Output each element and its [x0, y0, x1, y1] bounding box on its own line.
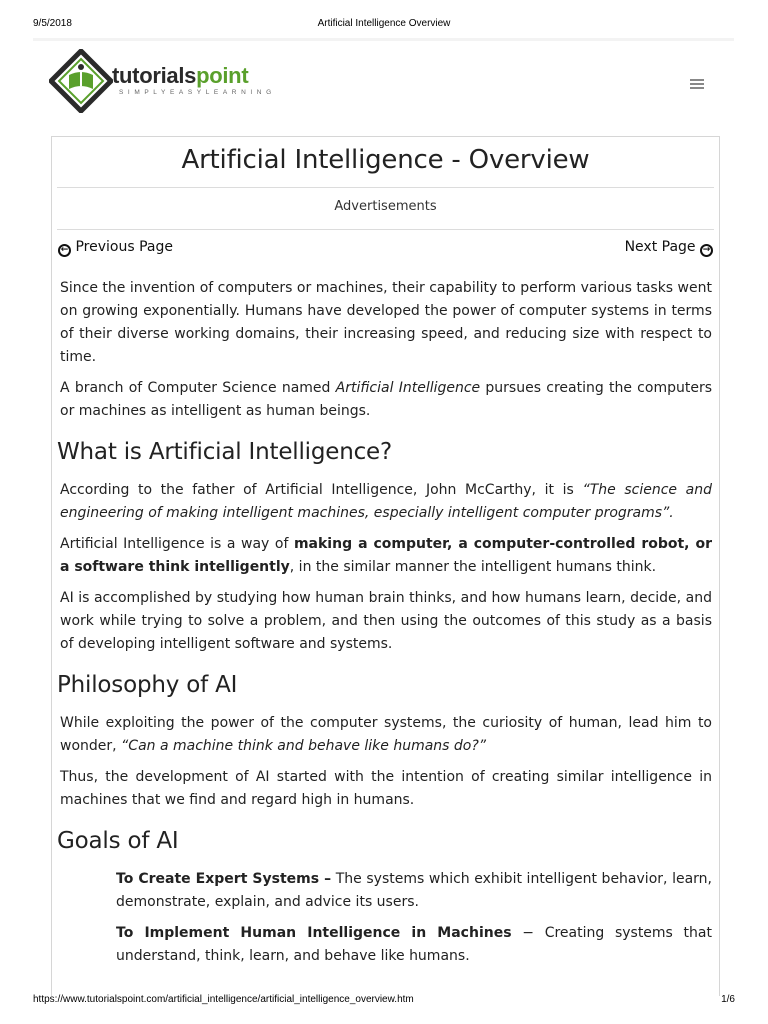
- goal-text: The systems which exhibit intelligent behavior, learn, demonstrate, explain, and advice its users.: [116, 871, 712, 910]
- hamburger-icon[interactable]: [690, 79, 704, 91]
- logo-word-2: point: [196, 63, 249, 88]
- intro-p2-emphasis: Artificial Intelligence: [335, 380, 481, 396]
- print-footer: [0, 994, 768, 1008]
- print-header: [0, 18, 768, 32]
- article-container: [51, 136, 720, 996]
- intro-paragraph-1: Since the invention of computers or machines, their capability to perform various tasks went on growing exponentially. Humans have developed the power of computer systems in terms of their diverse working domains, their increasing speed, and reducing size with respect to time.: [60, 280, 712, 365]
- previous-page-link[interactable]: [58, 239, 173, 257]
- intro-p2-text-a: A branch of Computer Science named: [60, 380, 336, 396]
- goal-title: To Create Expert Systems –: [116, 871, 332, 887]
- heading-philosophy: Philosophy of AI: [57, 672, 238, 698]
- print-title: Artificial Intelligence Overview: [317, 18, 451, 29]
- philosophy-paragraph-1: [60, 712, 712, 758]
- print-page-number: 1/6: [721, 994, 735, 1005]
- phil-p1-quote: “Can a machine think and behave like humans do?”: [121, 738, 487, 754]
- print-url: https://www.tutorialspoint.com/artificial_intelligence/artificial_intelligence_overview.htm: [33, 994, 414, 1005]
- what-p2-text-c: , in the similar manner the intelligent humans think.: [289, 559, 657, 575]
- what-paragraph-2: [60, 533, 712, 579]
- what-p1-text: According to the father of Artificial Intelligence, John McCarthy, it is: [60, 482, 583, 498]
- next-page-link[interactable]: [625, 239, 713, 257]
- page-navigation: [58, 239, 713, 259]
- heading-what-is-ai: What is Artificial Intelligence?: [57, 439, 392, 465]
- site-header: [33, 38, 734, 114]
- print-date: 9/5/2018: [33, 18, 72, 29]
- phil-p1-text: While exploiting the power of the computer systems, the curiosity of human, lead him to wonder,: [60, 715, 712, 754]
- circle-arrow-left-icon: ←: [58, 244, 71, 257]
- philosophy-paragraph-2: Thus, the development of AI started with the intention of creating similar intelligence in machines that we find and regard high in humans.: [60, 769, 712, 808]
- circle-arrow-right-icon: →: [700, 244, 713, 257]
- what-paragraph-3: AI is accomplished by studying how human brain thinks, and how humans learn, decide, and work while trying to solve a problem, and then using the outcomes of this study as a basis of developing intelligent software and systems.: [60, 590, 712, 652]
- what-paragraph-1: [60, 479, 712, 525]
- advertisements-label: Advertisements: [334, 199, 437, 214]
- logo-wordmark: [112, 63, 248, 89]
- goal-text: − Creating systems that understand, think, learn, and behave like humans.: [116, 925, 712, 964]
- logo-tagline: SIMPLYEASYLEARNING: [119, 89, 276, 96]
- intro-p2-text-b: pursues creating the computers or machines as intelligent as human beings.: [60, 380, 712, 419]
- tutorialspoint-logo-icon: [49, 49, 113, 113]
- article-body: [57, 277, 712, 976]
- goal-title: To Implement Human Intelligence in Machines: [116, 925, 512, 941]
- next-page-label: Next Page: [624, 239, 696, 255]
- heading-goals: Goals of AI: [57, 828, 179, 854]
- page-title: Artificial Intelligence - Overview: [181, 145, 590, 175]
- intro-paragraph-2: [60, 377, 712, 423]
- logo-word-1: tutorials: [112, 63, 197, 88]
- what-p2-text-a: Artificial Intelligence is a way of: [60, 536, 294, 552]
- divider: [57, 187, 714, 188]
- divider: [57, 229, 714, 230]
- what-p2-bold: making a computer, a computer-controlled robot, or a software think intelligently: [60, 536, 712, 575]
- previous-page-label: Previous Page: [75, 239, 173, 255]
- what-p1-quote: “The science and engineering of making intelligent machines, especially intelligent computer programs”.: [60, 482, 712, 521]
- goal-item: [60, 922, 712, 968]
- goal-item: [60, 868, 712, 914]
- site-logo[interactable]: [49, 49, 289, 111]
